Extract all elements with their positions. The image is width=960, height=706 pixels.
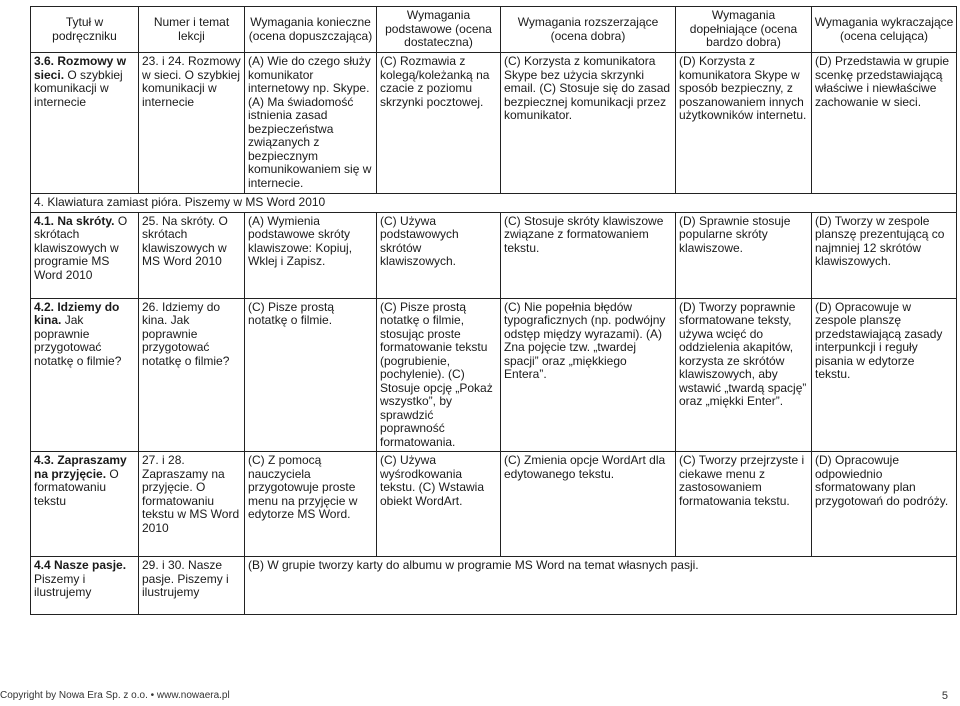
row-title	[31, 452, 139, 557]
row-basic: (C) Używa wyśrodkowania tekstu. (C) Wstawia obiekt WordArt.	[377, 452, 501, 557]
row-title-rest: O formatowaniu tekstu	[34, 466, 119, 508]
row-title	[31, 557, 139, 615]
footer-copyright-text: Copyright by Nowa Era Sp. z o.o. • www.nowaera.pl	[0, 690, 230, 701]
row-title	[31, 53, 139, 194]
row-basic: (C) Używa podstawowych skrótów klawiszowych.	[377, 212, 501, 298]
section-row	[31, 194, 957, 213]
header-lesson: Numer i temat lekcji	[139, 7, 245, 53]
section-heading: 4. Klawiatura zamiast pióra. Piszemy w MS Word 2010	[31, 194, 957, 213]
row-extended: (C) Nie popełnia błędów typograficznych (np. podwójny odstęp między wyrazami). (A) Zna pojęcie tzw. „twardej spacji” oraz „miękkiego Entera”.	[501, 298, 676, 452]
row-lesson: 25. Na skróty. O skrótach klawiszowych w MS Word 2010	[139, 212, 245, 298]
row-basic: (C) Pisze prostą notatkę o filmie, stosując proste formatowanie tekstu (pogrubienie, pochylenie). (C) Stosuje opcję „Pokaż wszystko”, by sprawdzić poprawność formatowania.	[377, 298, 501, 452]
row-title-rest: O szybkiej komunikacji w internecie	[34, 67, 123, 109]
row-title	[31, 298, 139, 452]
table-row	[31, 452, 957, 557]
row-title-rest: O skrótach klawiszowych w programie MS Word 2010	[34, 213, 128, 282]
row-complementary: (D) Tworzy poprawnie sformatowane teksty, używa wcięć do oddzielenia akapitów, korzysta ze skrótów klawiszowych, aby wstawić „twardą spację” oraz „miękki Enter”.	[676, 298, 812, 452]
row-title-rest: Piszemy i ilustrujemy	[34, 571, 92, 599]
row-basic: (C) Rozmawia z kolegą/koleżanką na czacie z poziomu skrzynki pocztowej.	[377, 53, 501, 194]
row-lesson: 26. Idziemy do kina. Jak poprawnie przygotować notatkę o filmie?	[139, 298, 245, 452]
row-title-rest: Jak poprawnie przygotować notatkę o filmie?	[34, 313, 122, 368]
header-basic: Wymagania podstawowe (ocena dostateczna)	[377, 7, 501, 53]
row-necessary	[245, 53, 377, 194]
table-row	[31, 298, 957, 452]
row-necessary: (C) Z pomocą nauczyciela przygotowuje proste menu na przyjęcie w edytorze MS Word.	[245, 452, 377, 557]
table-row	[31, 53, 957, 194]
row-beyond: (D) Opracowuje w zespole planszę przedstawiającą zasady interpunkcji i reguły pisania w edytorze tekstu.	[812, 298, 957, 452]
row-title-bold: 4.3. Zapraszamy na przyjęcie.	[34, 453, 127, 481]
row-title	[31, 212, 139, 298]
row-title-bold: 4.4 Nasze pasje.	[34, 558, 127, 572]
row-complementary: (D) Sprawnie stosuje popularne skróty klawiszowe.	[676, 212, 812, 298]
header-necessary: Wymagania konieczne (ocena dopuszczająca)	[245, 7, 377, 53]
requirement-item: (A) Wie do czego służy komunikator internetowy np. Skype.	[248, 54, 371, 95]
requirements-table	[30, 6, 957, 615]
row-complementary: (D) Korzysta z komunikatora Skype w sposób bezpieczny, z poszanowaniem innych użytkowników internetu.	[676, 53, 812, 194]
row-title-bold: 4.1. Na skróty.	[34, 213, 115, 228]
row-beyond: (D) Tworzy w zespole planszę prezentującą co najmniej 12 skrótów klawiszowych.	[812, 212, 957, 298]
row-necessary: (A) Wymienia podstawowe skróty klawiszowe: Kopiuj, Wklej i Zapisz.	[245, 212, 377, 298]
header-row	[31, 7, 957, 53]
header-beyond: Wymagania wykraczające (ocena celująca)	[812, 7, 957, 53]
row-necessary: (C) Pisze prostą notatkę o filmie.	[245, 298, 377, 452]
row-title-bold: 4.2. Idziemy do kina.	[34, 299, 120, 327]
row-lesson: 29. i 30. Nasze pasje. Piszemy i ilustrujemy	[139, 557, 245, 615]
row-title-bold: 3.6. Rozmowy w sieci.	[34, 54, 127, 82]
header-extended: Wymagania rozszerzające (ocena dobra)	[501, 7, 676, 53]
table-row	[31, 212, 957, 298]
row-extended: (C) Stosuje skróty klawiszowe związane z formatowaniem tekstu.	[501, 212, 676, 298]
page-number: 5	[941, 690, 948, 702]
requirement-item: (A) Ma świadomość istnienia zasad bezpieczeństwa związanych z bezpiecznym komunikowaniem się w internecie.	[248, 94, 372, 190]
table-row	[31, 557, 957, 615]
row-lesson: 23. i 24. Rozmowy w sieci. O szybkiej komunikacji w internecie	[139, 53, 245, 194]
header-complementary: Wymagania dopełniające (ocena bardzo dobra)	[676, 7, 812, 53]
row-beyond: (D) Przedstawia w grupie scenkę przedstawiającą właściwe i niewłaściwe zachowanie w sieci.	[812, 53, 957, 194]
header-title: Tytuł w podręczniku	[31, 7, 139, 53]
row-extended: (C) Korzysta z komunikatora Skype bez użycia skrzynki email. (C) Stosuje się do zasad bezpiecznej komunikacji przez komunikator.	[501, 53, 676, 194]
row-lesson: 27. i 28. Zapraszamy na przyjęcie. O formatowaniu tekstu w MS Word 2010	[139, 452, 245, 557]
footer-copyright	[0, 690, 230, 701]
row-complementary: (C) Tworzy przejrzyste i ciekawe menu z zastosowaniem formatowania tekstu.	[676, 452, 812, 557]
row-requirement-merged: (B) W grupie tworzy karty do albumu w programie MS Word na temat własnych pasji.	[245, 557, 957, 615]
row-beyond: (D) Opracowuje odpowiednio sformatowany plan przygotowań do podróży.	[812, 452, 957, 557]
row-extended: (C) Zmienia opcje WordArt dla edytowanego tekstu.	[501, 452, 676, 557]
